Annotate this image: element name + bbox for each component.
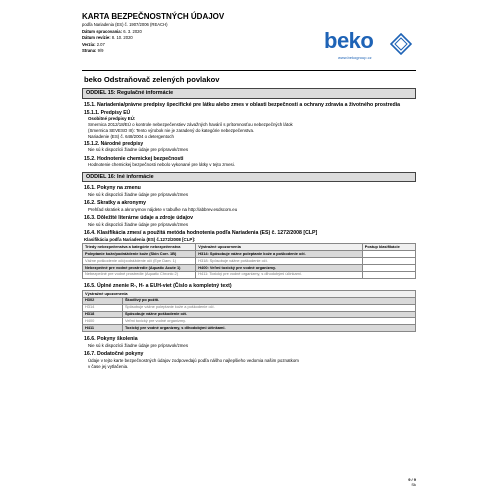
section-16-heading: ODDIEL 16: Iné informácie (82, 172, 416, 182)
table-cell: H318 (83, 311, 123, 318)
table-row (83, 258, 416, 265)
section-16-5-heading: 16.5. Úplné znenie R-, H- a EUH-viet (Číslo a kompletný text) (84, 282, 232, 289)
diamond-logo-icon (390, 33, 412, 55)
table-cell: Poleptanie kože/podráždenie kože (Skin Corr. 1B) (83, 251, 196, 258)
revision-date: Dátum revízie: 8. 10. 2020 (82, 35, 133, 40)
training-text: Nie sú k dispozícii žiadne údaje pre prípravok/zmes (88, 342, 189, 348)
table-cell: Toxický pre vodné organizmy, s dlhodobými účinkami. (122, 325, 415, 332)
table-row (83, 264, 416, 271)
abbreviations-text: Prehľad skratiek a akronymov nájdete v tabuľke na http://abbrev.esdscom.eu (88, 206, 238, 212)
additional-info-line-2: v čase jej vytlačenia. (88, 363, 129, 369)
seveso-line-2: (Smernica SEVESO III): Tento výrobok nie je zaradený do kategórie nebezpečenstva. (88, 127, 255, 133)
table-row (83, 271, 416, 278)
table-cell: H411 (83, 325, 123, 332)
section-16-1-heading: 16.1. Pokyny na zmenu (84, 185, 141, 192)
eu-regulations-heading: Osobitné predpisy EÚ: (88, 116, 136, 122)
regulation-line: podľa Nariadenia (ES) č. 1907/2006 (REACH) (82, 22, 168, 27)
header-divider (82, 70, 416, 71)
classification-table (82, 243, 416, 278)
column-header: Výstražné upozornenia (196, 244, 363, 251)
table-header-row (83, 244, 416, 251)
changes-text: Nie sú k dispozícii žiadne údaje pre prípravok/zmes (88, 191, 189, 197)
table-cell: H400: Veľmi toxický pre vodné organizmy. (196, 264, 363, 271)
table-cell: Veľmi toxický pre vodné organizmy. (122, 318, 415, 325)
hazard-statements-table (82, 290, 416, 332)
section-16-3-heading: 16.3. Dôležité literárne údaje a zdroje údajov (84, 215, 193, 222)
section-16-6-heading: 16.6. Pokyny školenia (84, 336, 138, 343)
column-header: Postup klasifikácie (362, 244, 415, 251)
section-15-1-heading: 15.1. Nariadenia/právne predpisy špecifické pre látku alebo zmes v oblasti bezpečnosti a ochrany zdravia a životného prostredia (84, 101, 400, 108)
section-15-heading: ODDIEL 15: Regulačné informácie (82, 88, 416, 98)
seveso-line-1: Smernica 2012/18/EÚ o kontrole nebezpečenstiev závažných havárií s prítomnosťou nebezpečných látok (88, 122, 293, 128)
document-title: KARTA BEZPEČNOSTNÝCH ÚDAJOV (82, 12, 225, 21)
table-cell: H411: Toxický pre vodné organizmy, s dlhodobými účinkami. (196, 271, 363, 278)
footer-language: Sk (411, 482, 416, 488)
document-header (82, 12, 416, 70)
table-cell (362, 271, 415, 278)
table-row (83, 304, 416, 311)
sds-page (82, 12, 416, 488)
table-cell: Škodlivý po požití. (122, 297, 415, 304)
column-header: Triedy nebezpečenstva a kategórie nebezpečenstva (83, 244, 196, 251)
logo-website: www.bekogroup.cz (338, 55, 372, 60)
product-name: beko Odstraňovač zelených povlakov (84, 75, 220, 84)
literature-text: Nie sú k dispozícii žiadne údaje pre prípravok/zmes (88, 222, 189, 227)
table-cell: H314 (83, 304, 123, 311)
section-16-4-heading: 16.4. Klasifikácia zmesí a použitá metóda hodnotenia podľa Nariadenia (ES) č. 1272/2008 [CLP] (84, 230, 318, 237)
approval-date: Dátum spracovania: 6. 3. 2020 (82, 28, 142, 34)
table-header-row (83, 290, 416, 297)
table-row (83, 297, 416, 304)
table-cell: H400 (83, 318, 123, 325)
table-cell: H302 (83, 297, 123, 304)
table-cell: H314: Spôsobuje vážne poleptanie kože a poškodenie očí. (196, 251, 363, 258)
section-16-7-heading: 16.7. Dodatočné pokyny (84, 351, 144, 358)
table-row (83, 325, 416, 332)
document-meta (82, 22, 167, 55)
page-footer (408, 478, 416, 488)
table-cell (362, 258, 415, 265)
logo-wordmark: beko (324, 28, 374, 53)
version: Verzia: 2.07 (82, 41, 105, 47)
table-cell: Nebezpečné pre vodné prostredie (Aquatic Chronic 2) (83, 271, 196, 278)
chemical-safety-text: Hodnotenie chemickej bezpečnosti nebolo vykonané pre látky v tejto zmesi. (88, 162, 235, 168)
table-cell: Spôsobuje vážne poleptanie kože a poškodenie očí. (122, 304, 415, 311)
section-15-1-2-heading: 15.1.2. Národné predpisy (84, 140, 144, 147)
column-header: Výstražné upozornenia (83, 290, 416, 297)
clp-classification-heading: Klasifikácia podľa Nariadenia (ES) č.1272/2008 [CLP]: (84, 237, 196, 243)
section-15-2-heading: 15.2. Hodnotenie chemickej bezpečnosti (84, 155, 184, 162)
national-regulations-text: Nie sú k dispozícii žiadne údaje pre prípravok/zmes (88, 147, 189, 153)
additional-info-line-1: Údaje v tejto karte bezpečnostných údajov zodpovedajú podľa nášho najlepšieho vedomia našim poznatkom (88, 357, 299, 363)
table-row (83, 318, 416, 325)
beko-logo (318, 30, 416, 64)
table-cell: Nebezpečné pre vodné prostredie (Aquatic Acute 1) (83, 264, 196, 271)
section-16-2-heading: 16.2. Skratky a akronymy (84, 200, 147, 207)
section-15-1-1-heading: 15.1.1. Predpisy EÚ (84, 109, 131, 116)
footer-page-count: 9 / 9 (408, 477, 416, 483)
table-row (83, 311, 416, 318)
table-cell (362, 264, 415, 271)
table-cell: H318: Spôsobuje vážne poškodenie očí. (196, 258, 363, 265)
table-cell: Vážne poškodenie očí/podráždenie očí (Eye Dam. 1) (83, 258, 196, 265)
table-cell (362, 251, 415, 258)
table-row (83, 251, 416, 258)
detergent-regulation: Nariadenie (ES) č. 648/2004 o detergentoch (88, 133, 174, 139)
page-number: Strana: 9/9 (82, 48, 104, 53)
table-cell: Spôsobuje vážne poškodenie očí. (122, 311, 415, 318)
